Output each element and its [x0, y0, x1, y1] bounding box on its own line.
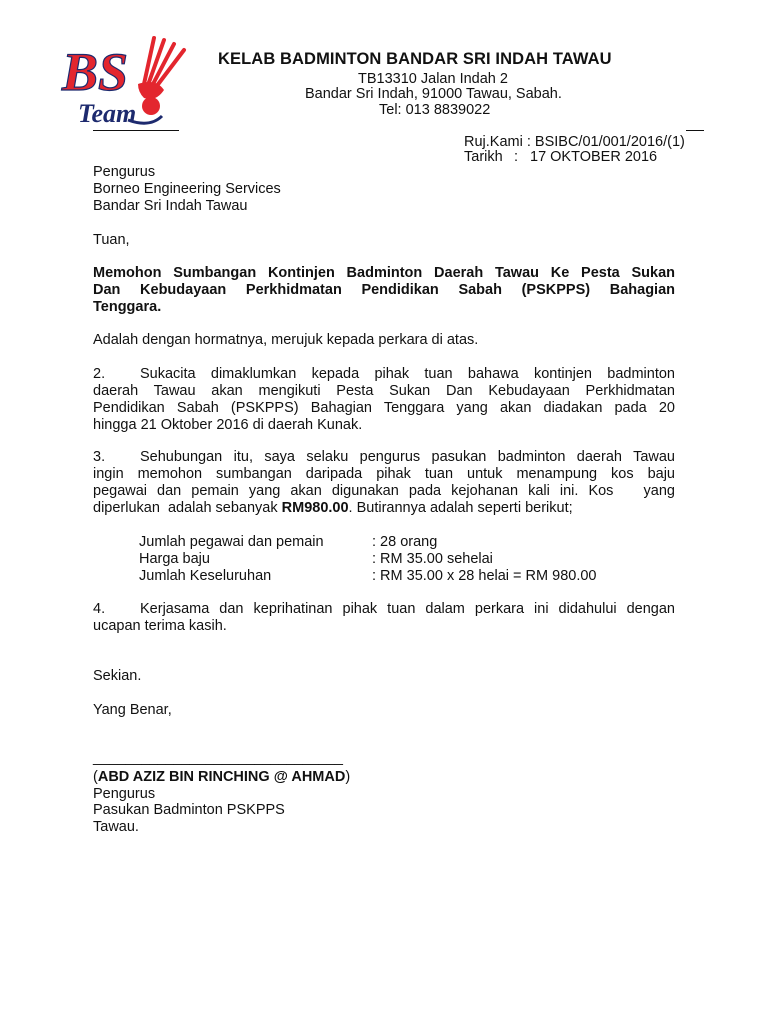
- date-label: Tarikh: [464, 149, 503, 165]
- paragraph-line: pegawai dan pemain yang akan digunakan pada kejohanan kali ini. Kos yang: [93, 483, 675, 499]
- header-divider-left: [93, 130, 179, 131]
- paragraph-line: hingga 21 Oktober 2016 di daerah Kunak.: [93, 417, 363, 433]
- club-logo: [58, 32, 190, 132]
- name-bracket: ): [345, 769, 351, 785]
- cost-details: [139, 534, 659, 585]
- detail-label: Harga baju: [139, 551, 210, 567]
- detail-row: [139, 534, 659, 551]
- paragraph-text: . Butirannya adalah seperti berikut;: [348, 500, 573, 516]
- opening-paragraph: Adalah dengan hormatnya, merujuk kepada perkara di atas.: [93, 332, 479, 348]
- date-value: 17 OKTOBER 2016: [530, 149, 658, 165]
- subject-line: Memohon Sumbangan Kontinjen Badminton Daerah Tawau Ke Pesta Sukan: [93, 265, 675, 281]
- paragraph-number: 3.: [93, 449, 106, 465]
- club-telephone: Tel: 013 8839022: [379, 102, 491, 118]
- club-name: KELAB BADMINTON BANDAR SRI INDAH TAWAU: [218, 50, 612, 68]
- recipient-line: Pengurus: [93, 164, 156, 180]
- name-bracket: (: [93, 769, 98, 785]
- header-divider-right: [686, 130, 704, 131]
- paragraph-text: diperlukan adalah sebanyak: [93, 500, 282, 516]
- signatory-location: Tawau.: [93, 819, 139, 835]
- signatory-title: Pengurus: [93, 786, 156, 802]
- signatory-name-text: ABD AZIZ BIN RINCHING @ AHMAD: [97, 769, 346, 785]
- paragraph-text: Sukacita dimaklumkan kepada pihak tuan bahawa kontinjen badminton: [140, 366, 675, 382]
- reference-number: Ruj.Kami : BSIBC/01/001/2016/(1): [464, 134, 685, 150]
- date-row: [464, 149, 657, 165]
- paragraph-line: ingin memohon sumbangan daripada pihak tuan untuk menampung kos baju: [93, 466, 675, 482]
- signatory-team: Pasukan Badminton PSKPPS: [93, 802, 285, 818]
- subject-line: Dan Kebudayaan Perkhidmatan Pendidikan Sabah (PSKPPS) Bahagian: [93, 282, 675, 298]
- recipient-line: Borneo Engineering Services: [93, 181, 281, 197]
- club-address-line1: TB13310 Jalan Indah 2: [358, 71, 508, 87]
- recipient-address: [93, 164, 675, 215]
- closing-sekian: Sekian.: [93, 668, 142, 684]
- paragraph-line: daerah Tawau akan mengikuti Pesta Sukan Dan Kebudayaan Perkhidmatan: [93, 383, 675, 399]
- paragraph-3: [93, 449, 675, 517]
- paragraph-line: [93, 500, 675, 517]
- paragraph-text: Sehubungan itu, saya selaku pengurus pasukan badminton daerah Tawau: [140, 449, 675, 465]
- letter-subject: [93, 265, 675, 316]
- date-separator: :: [514, 149, 519, 165]
- paragraph-2: [93, 366, 675, 434]
- signatory-name: [93, 769, 350, 785]
- recipient-line: Bandar Sri Indah Tawau: [93, 198, 248, 214]
- detail-label: Jumlah Keseluruhan: [139, 568, 272, 584]
- paragraph-text: Kerjasama dan keprihatinan pihak tuan dalam perkara ini didahului dengan: [140, 601, 675, 617]
- subject-line: Tenggara.: [93, 299, 162, 315]
- paragraph-number: 2.: [93, 366, 106, 382]
- paragraph-line: ucapan terima kasih.: [93, 618, 227, 634]
- logo-text: BS: [62, 42, 129, 102]
- badminton-logo-icon: [58, 32, 190, 132]
- paragraph-line: [93, 449, 675, 466]
- detail-row: [139, 568, 659, 585]
- paragraph-line: [93, 601, 675, 618]
- signature-line: _______________________________: [93, 750, 343, 766]
- club-address-line2: Bandar Sri Indah, 91000 Tawau, Sabah.: [305, 86, 562, 102]
- detail-value: : RM 35.00 x 28 helai = RM 980.00: [372, 568, 597, 584]
- detail-row: [139, 551, 659, 568]
- paragraph-4: [93, 601, 675, 635]
- salutation: Tuan,: [93, 232, 130, 248]
- detail-label: Jumlah pegawai dan pemain: [139, 534, 324, 550]
- paragraph-number: 4.: [93, 601, 106, 617]
- detail-value: : 28 orang: [372, 534, 438, 550]
- logo-subtext: Team: [78, 99, 137, 128]
- amount-highlight: RM980.00: [281, 500, 349, 516]
- detail-value: : RM 35.00 sehelai: [372, 551, 493, 567]
- paragraph-line: [93, 366, 675, 383]
- paragraph-line: Pendidikan Sabah (PSKPPS) Bahagian Tenggara yang akan diadakan pada 20: [93, 400, 675, 416]
- closing-yang-benar: Yang Benar,: [93, 702, 172, 718]
